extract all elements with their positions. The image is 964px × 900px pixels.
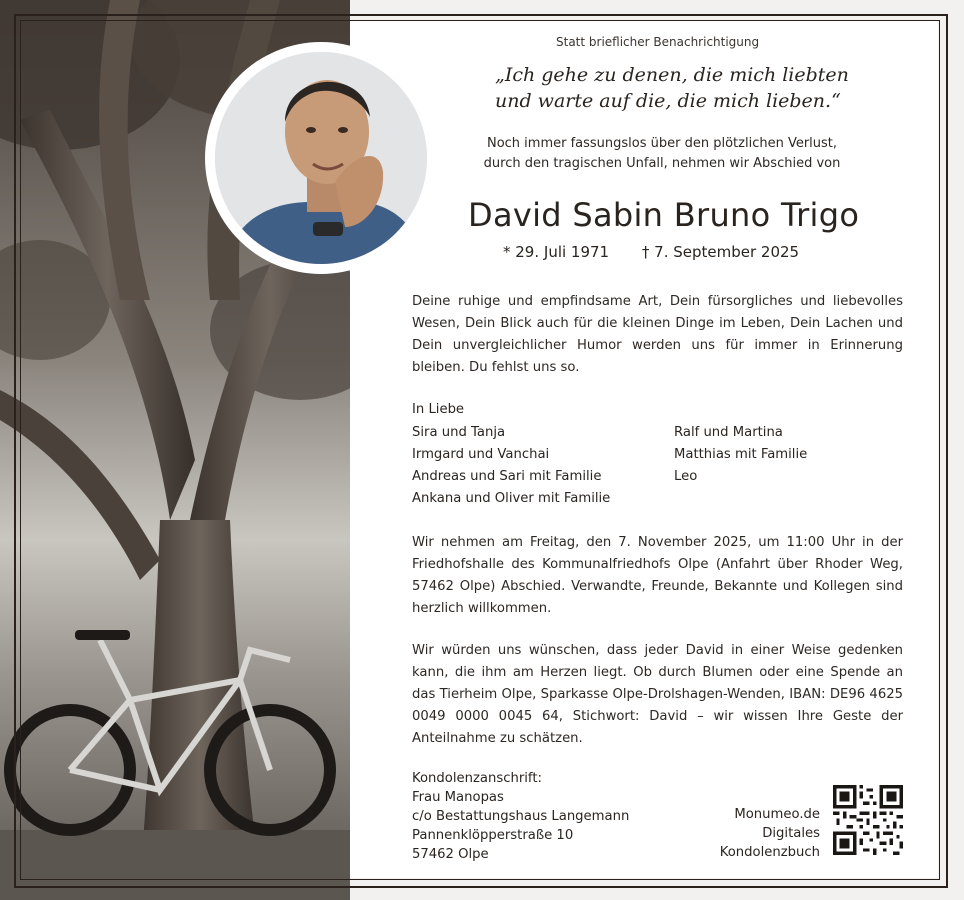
- header-note: Statt brieflicher Benachrichtigung: [556, 35, 760, 49]
- portrait-frame: [205, 42, 437, 274]
- family-member: Ankana und Oliver mit Familie: [412, 491, 611, 506]
- online-line: Digitales: [762, 826, 820, 841]
- deceased-name: David Sabin Bruno Trigo: [468, 196, 860, 234]
- monumeo-link[interactable]: Monumeo.de: [734, 807, 820, 822]
- contact-line: Pannenklöpperstraße 10: [412, 828, 574, 843]
- online-line: Kondolenzbuch: [719, 845, 820, 860]
- family-member: Matthias mit Familie: [674, 447, 808, 462]
- life-dates: [503, 243, 799, 261]
- intro-line-2: durch den tragischen Unfall, nehmen wir Abschied von: [483, 156, 841, 171]
- family-list-right: [674, 422, 807, 488]
- family-member: Irmgard und Vanchai: [412, 447, 550, 462]
- family-member: Sira und Tanja: [412, 425, 506, 440]
- qr-code-icon[interactable]: [833, 785, 903, 855]
- family-member: Leo: [674, 469, 698, 484]
- family-list-left: [412, 422, 610, 510]
- contact-line: c/o Bestattungshaus Langemann: [412, 809, 630, 824]
- death-date: † 7. September 2025: [641, 243, 800, 261]
- birth-date: * 29. Juli 1971: [503, 243, 610, 261]
- portrait-photo: [215, 52, 427, 264]
- quote-line-2: und warte auf die, die mich lieben.“: [495, 90, 841, 112]
- contact-line: 57462 Olpe: [412, 847, 489, 862]
- funeral-paragraph: Wir nehmen am Freitag, den 7. November 2025, um 11:00 Uhr in der Friedhofshalle des Kommunalfriedhofs Olpe (Anfahrt über Rhoder Weg, 57462 Olpe) Abschied. Verwandte, Freunde, Bekannte und Kollegen sind herzlich willkommen.: [412, 535, 903, 616]
- contact-title: Kondolenzanschrift:: [412, 771, 542, 786]
- quote-line-1: „Ich gehe zu denen, die mich liebten: [495, 64, 849, 86]
- tribute-paragraph: Deine ruhige und empfindsame Art, Dein fürsorgliches und liebevolles Wesen, Dein Blick auch für die kleinen Dinge im Leben, Dein Lachen und Dein unvergleichlicher Humor werden uns für immer in Erinnerung bleiben. Du fehlst uns so.: [412, 294, 903, 375]
- contact-line: Frau Manopas: [412, 790, 504, 805]
- family-member: Andreas und Sari mit Familie: [412, 469, 602, 484]
- online-condolence-book[interactable]: [700, 805, 820, 862]
- family-member: Ralf und Martina: [674, 425, 783, 440]
- donation-paragraph: Wir würden uns wünschen, dass jeder David in einer Weise gedenken kann, die ihm am Herzen liegt. Ob durch Blumen oder eine Spende an das Tierheim Olpe, Sparkasse Olpe-Drolshagen-Wenden, IBAN: DE96 4625 0049 0000 0045 64, Stichwort: David – wir wissen Ihre Geste der Anteilnahme zu schätzen.: [412, 643, 903, 746]
- condolence-address: [412, 769, 629, 864]
- family-title: In Liebe: [412, 402, 465, 417]
- intro-line-1: Noch immer fassungslos über den plötzlichen Verlust,: [486, 136, 838, 151]
